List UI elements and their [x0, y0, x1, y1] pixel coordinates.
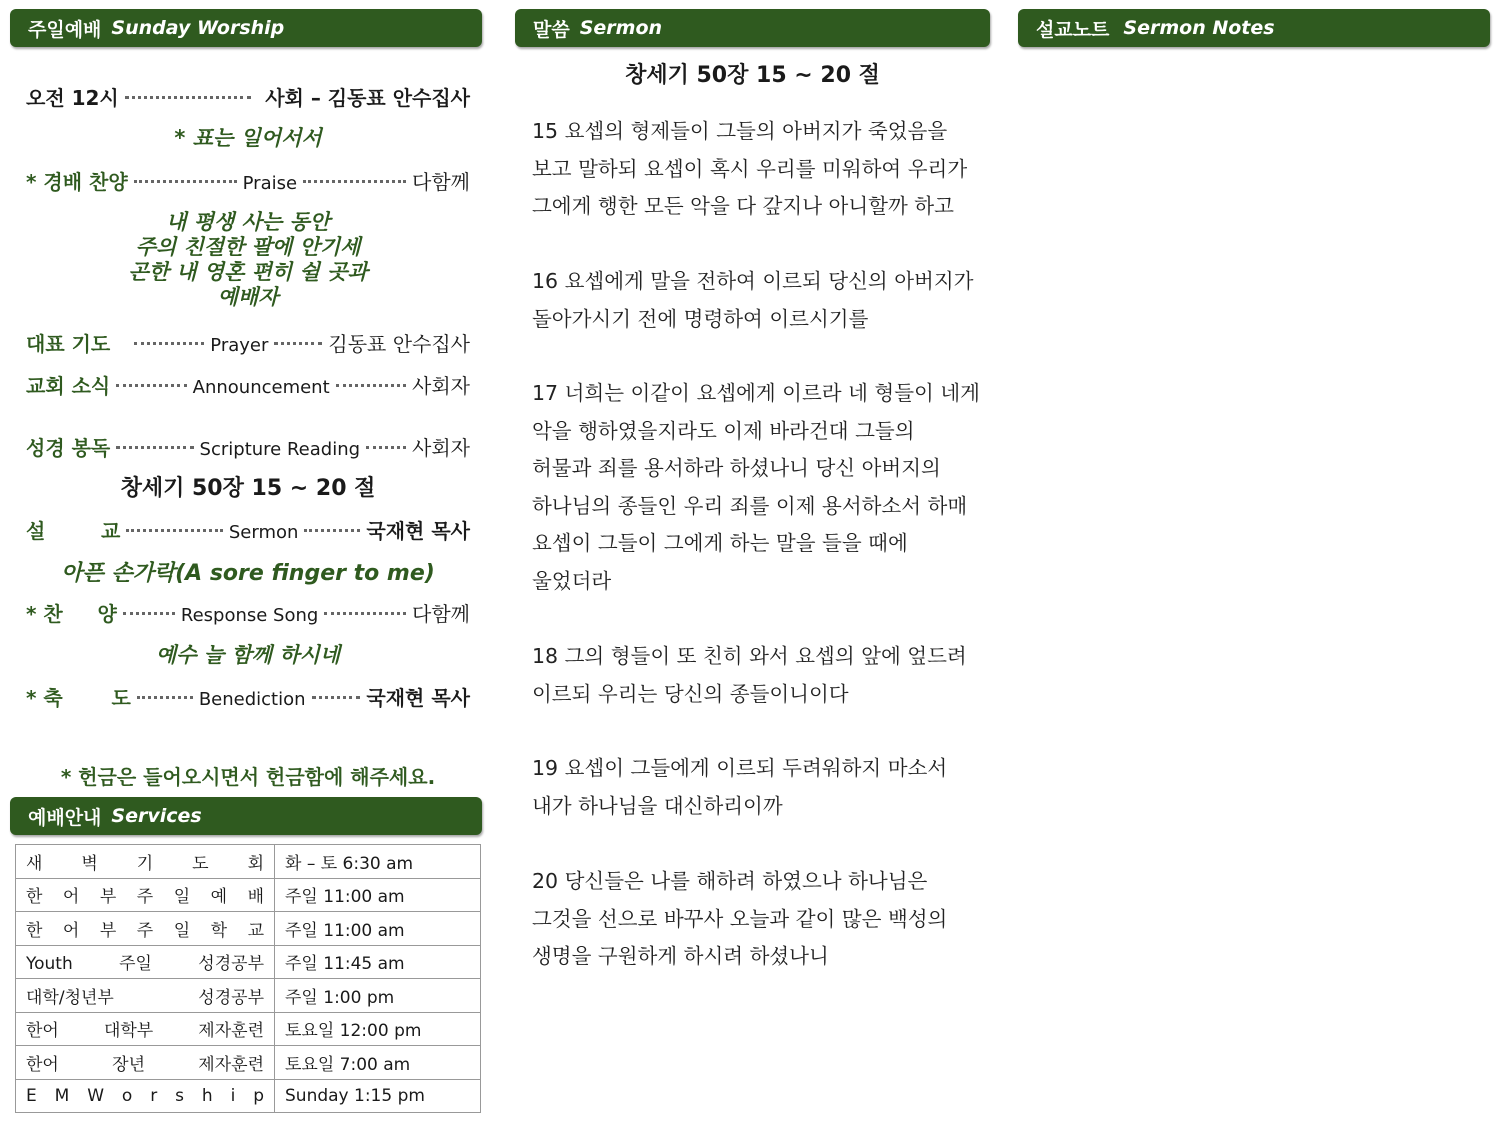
response-mid: Response Song [180, 605, 319, 626]
verse-line: 이르되 우리는 당신의 종들이니이다 [532, 681, 849, 706]
service-time: Sunday 1:15 pm [275, 1079, 481, 1113]
praise-mid: Praise [242, 173, 298, 194]
service-name: 한어 대학부 제자훈련 [16, 1012, 275, 1046]
response-label: * 찬 양 [26, 602, 117, 626]
verse-line: 요셉이 그들이 그에게 하는 말을 들을 때에 [532, 531, 908, 555]
table-row [16, 878, 481, 912]
verse-20 [532, 863, 992, 976]
praise-label: * 경배 찬양 [26, 170, 128, 194]
sermon-right: 국재현 목사 [366, 519, 470, 543]
response-dots-right [324, 612, 406, 615]
response-row [26, 598, 470, 627]
table-row [16, 1046, 481, 1080]
notes-header-ko: 설교노트 [1036, 18, 1110, 41]
verse-line: 생명을 구원하게 하시려 하셨나니 [532, 944, 829, 968]
announcement-mid: Announcement [192, 377, 330, 398]
service-time: 주일 11:00 am [275, 912, 481, 946]
sermon-mid: Sermon [228, 522, 299, 543]
verse-line: 하나님의 종들인 우리 죄를 이제 용서하소서 하매 [532, 493, 968, 518]
table-row [16, 979, 481, 1013]
sermon-header [515, 9, 990, 47]
verse-19 [532, 750, 992, 825]
verse-line: 보고 말하되 요셉이 혹시 우리를 미워하여 우리가 [532, 156, 968, 181]
service-name: Youth 주일 성경공부 [16, 945, 275, 979]
prayer-dots-left [134, 342, 204, 345]
praise-row [26, 166, 470, 195]
service-time: 화 – 토 6:30 am [275, 845, 481, 879]
service-name: 대학/청년부 성경공부 [16, 979, 275, 1013]
worship-header [10, 9, 482, 47]
leader: 사회 – 김동표 안수집사 [265, 86, 470, 110]
time-label: 오전 12시 [26, 86, 119, 110]
scripture-right: 사회자 [412, 436, 470, 460]
notes-header [1018, 9, 1490, 47]
prayer-label: 대표 기도 [26, 332, 111, 356]
service-time: 토요일 7:00 am [275, 1046, 481, 1080]
verse-line: 그에게 행한 모든 악을 다 갚지나 아니할까 하고 [532, 194, 954, 218]
sermon-title: 아픈 손가락(A sore finger to me) [61, 561, 435, 586]
services-header-en: Services [111, 805, 202, 827]
stand-note: * 표는 일어서서 [174, 126, 322, 150]
prayer-right: 김동표 안수집사 [328, 332, 470, 356]
sermon-header-en: Sermon [579, 17, 663, 39]
service-name: 한 어 부 주 일 예 배 [16, 878, 275, 912]
worship-header-en: Sunday Worship [111, 17, 285, 39]
announcement-dots-left [116, 384, 186, 387]
verse-line: 악을 행하였을지라도 이제 바라건대 그들의 [532, 418, 915, 443]
verse-line: 17 너희는 이같이 요셉에게 이르라 네 형들이 네게 [532, 381, 980, 405]
verse-line: 19 요셉이 그들에게 이르되 두려워하지 마소서 [532, 756, 948, 780]
scripture-label: 성경 봉독 [26, 436, 111, 460]
verse-16 [532, 263, 992, 338]
table-row [16, 845, 481, 879]
table-row [16, 1012, 481, 1046]
scripture-dots-left [116, 446, 193, 449]
hymn-line: 예배자 [217, 285, 279, 309]
prayer-dots-right [274, 342, 322, 345]
service-name: 한어 장년 제자훈련 [16, 1046, 275, 1080]
verse-line: 돌아가시기 전에 명령하여 이르시기를 [532, 306, 869, 331]
praise-dots-right [303, 180, 406, 183]
service-name: E M W o r s h i p [16, 1079, 275, 1113]
benediction-dots-left [137, 696, 193, 699]
verse-15 [532, 113, 992, 226]
hymn-line: 주의 친절한 팔에 안기세 [135, 235, 361, 259]
verse-line: 허물과 죄를 용서하라 하셨나니 당신 아버지의 [532, 456, 941, 480]
service-name: 한 어 부 주 일 학 교 [16, 912, 275, 946]
hymn-line: 곤한 내 영혼 편히 쉴 곳과 [128, 260, 368, 284]
verse-line: 내가 하나님을 대신하리이까 [532, 793, 783, 818]
verse-line: 16 요셉에게 말을 전하여 이르되 당신의 아버지가 [532, 269, 974, 293]
service-time: 토요일 12:00 pm [275, 1012, 481, 1046]
benediction-row [26, 682, 470, 711]
response-right: 다함께 [412, 602, 470, 626]
services-header [10, 797, 482, 835]
sermon-row [26, 515, 470, 544]
prayer-mid: Prayer [210, 335, 269, 356]
service-time: 주일 11:45 am [275, 945, 481, 979]
sermon-header-ko: 말씀 [533, 18, 570, 41]
announcement-row [26, 370, 470, 399]
verse-line: 18 그의 형들이 또 친히 와서 요셉의 앞에 엎드려 [532, 644, 967, 668]
prayer-row [26, 328, 470, 357]
service-time: 주일 1:00 pm [275, 979, 481, 1013]
verse-line: 20 당신들은 나를 해하려 하였으나 하나님은 [532, 869, 928, 893]
scripture-dots-right [366, 446, 406, 449]
praise-right: 다함께 [412, 170, 470, 194]
scripture-mid: Scripture Reading [199, 439, 361, 460]
benediction-mid: Benediction [198, 689, 306, 710]
worship-header-ko: 주일예배 [28, 18, 102, 41]
table-row [16, 912, 481, 946]
response-song: 예수 늘 함께 하시네 [155, 643, 341, 667]
services-header-ko: 예배안내 [28, 806, 102, 829]
benediction-dots-right [312, 696, 361, 699]
leader-dots [125, 96, 251, 99]
hymn-list [26, 210, 470, 310]
announcement-dots-right [336, 384, 406, 387]
service-time: 주일 11:00 am [275, 878, 481, 912]
hymn-line: 내 평생 사는 동안 [166, 210, 330, 234]
sermon-dots-right [304, 529, 360, 532]
services-table [15, 844, 481, 1113]
sermon-dots-left [126, 529, 223, 532]
verse-line: 그것을 선으로 바꾸사 오늘과 같이 많은 백성의 [532, 906, 948, 931]
notes-header-en: Sermon Notes [1123, 17, 1275, 39]
time-row [26, 82, 470, 111]
scripture-row [26, 432, 470, 461]
sermon-label: 설 교 [26, 519, 121, 543]
service-name: 새 벽 기 도 회 [16, 845, 275, 879]
table-row [16, 945, 481, 979]
table-row [16, 1079, 481, 1113]
verse-18 [532, 638, 992, 713]
announcement-right: 사회자 [412, 374, 471, 398]
verse-17 [532, 375, 992, 600]
offering-note: * 헌금은 들어오시면서 헌금함에 해주세요. [60, 765, 436, 789]
benediction-right: 국재현 목사 [366, 686, 470, 710]
benediction-label: * 축 도 [26, 686, 131, 710]
praise-dots-left [134, 180, 237, 183]
verse-line: 울었더라 [532, 568, 612, 593]
response-dots-left [123, 612, 175, 615]
scripture-reference: 창세기 50장 15 ~ 20 절 [120, 476, 376, 501]
verse-line: 15 요셉의 형제들이 그들의 아버지가 죽었음을 [532, 119, 948, 143]
sermon-reference: 창세기 50장 15 ~ 20 절 [625, 63, 880, 88]
announcement-label: 교회 소식 [26, 374, 111, 398]
